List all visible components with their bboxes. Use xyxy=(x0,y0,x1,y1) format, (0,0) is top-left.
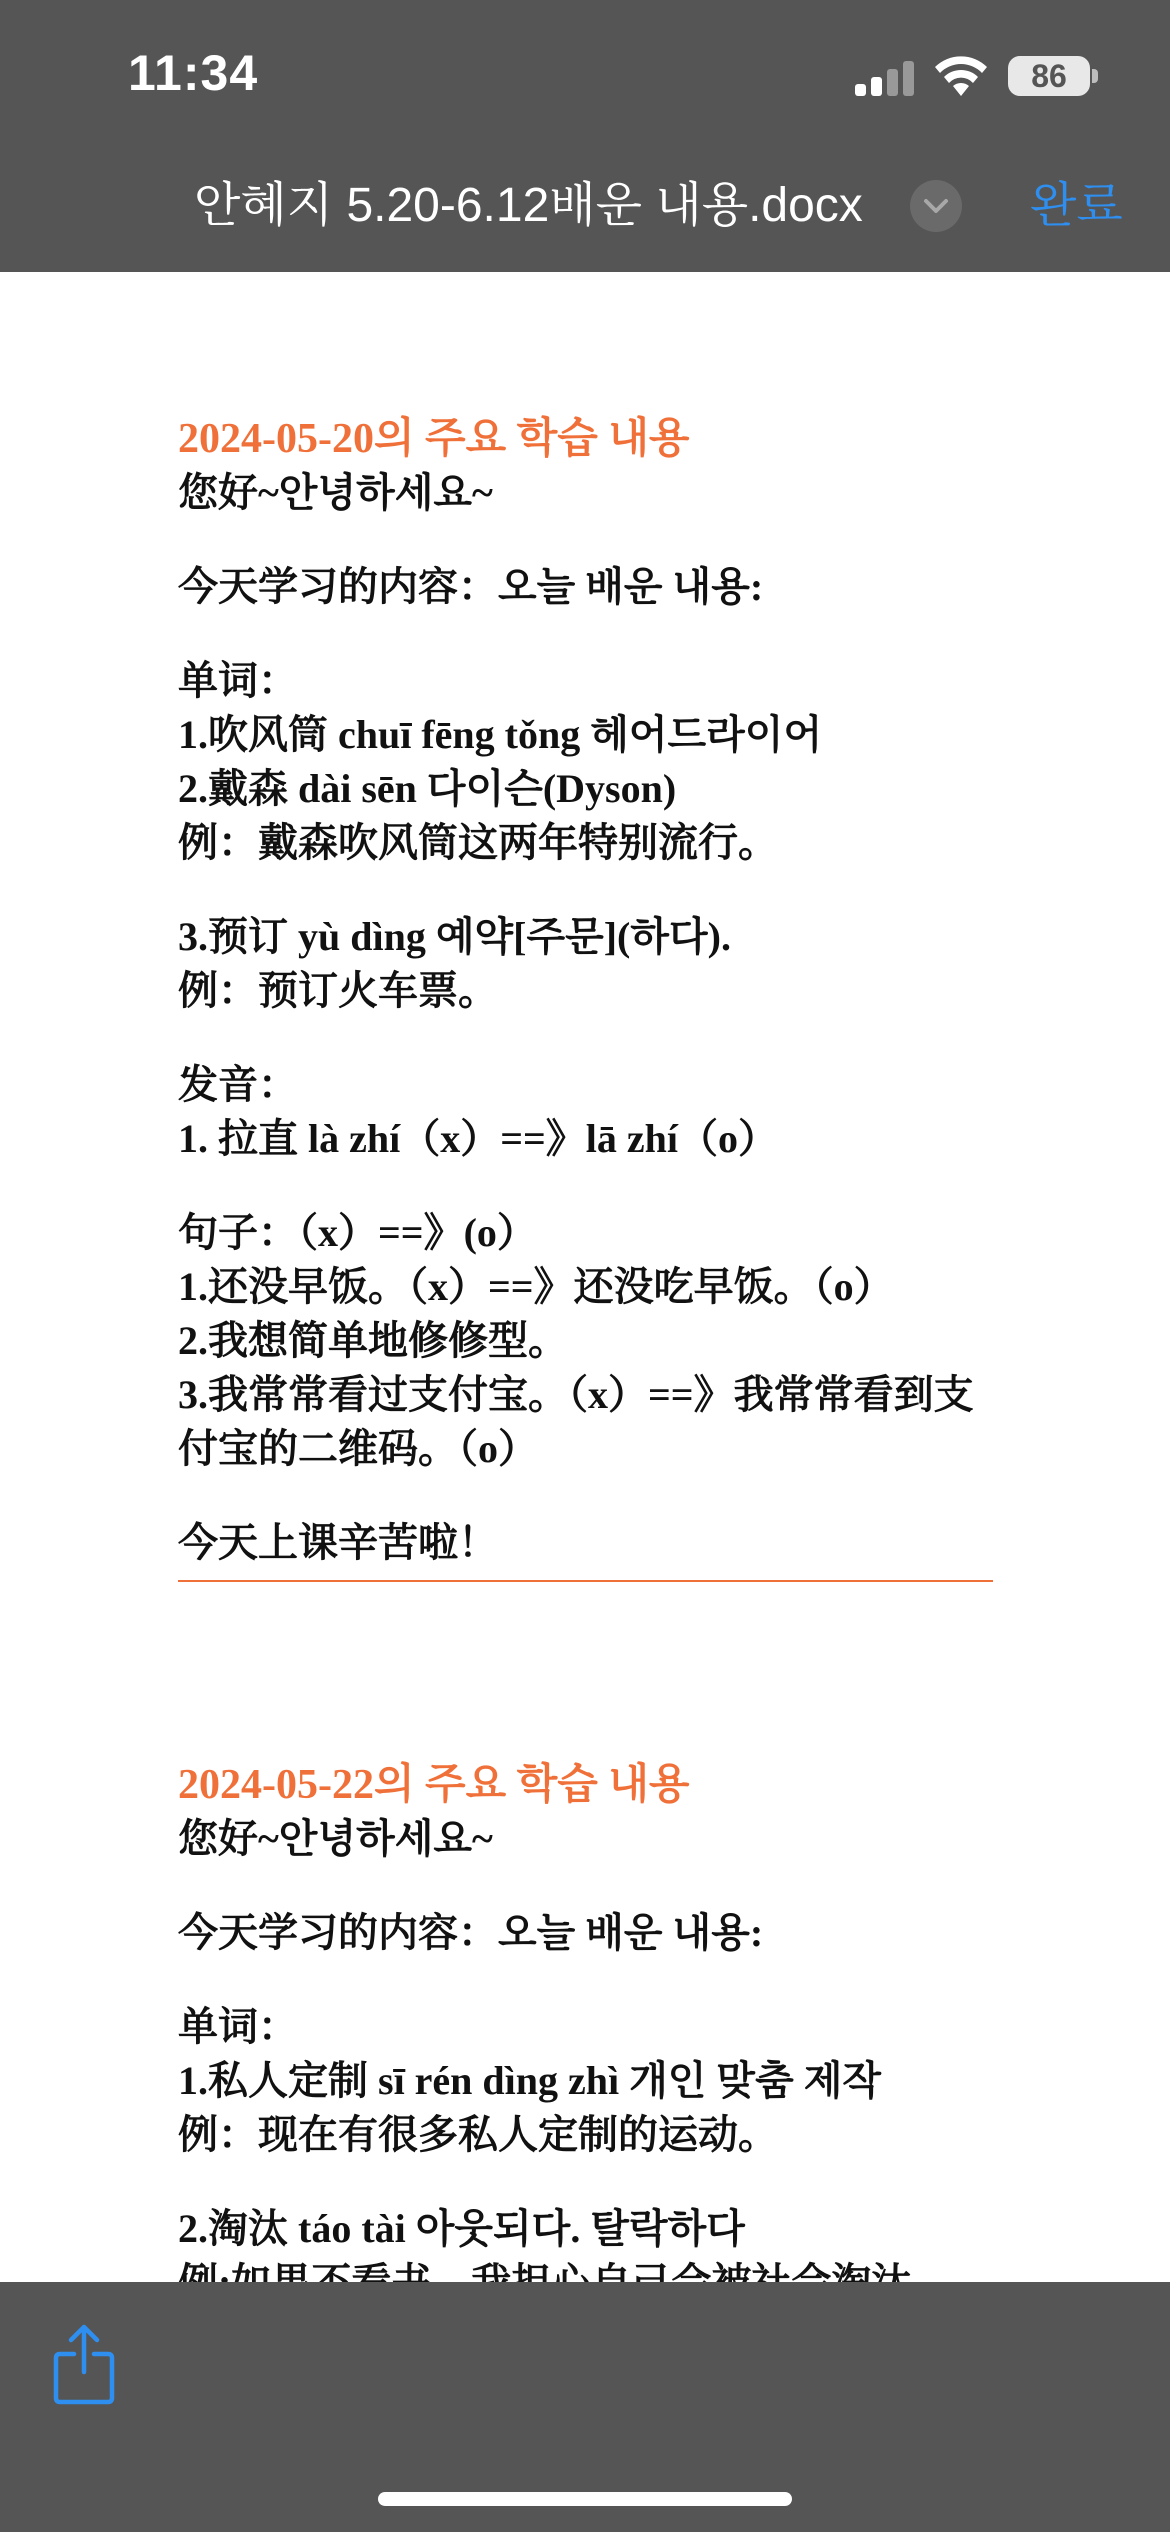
text-line: 今天学习的内容：오늘 배운 내용: xyxy=(178,564,764,609)
home-indicator[interactable] xyxy=(378,2492,792,2506)
status-time: 11:34 xyxy=(128,45,259,101)
document-page[interactable] xyxy=(0,272,1170,2282)
document-content xyxy=(178,412,998,2310)
section-2024-05-20 xyxy=(178,412,998,1582)
text-line: 3.我常常看过支付宝。（x）==》我常常看到支 xyxy=(178,1372,974,1417)
battery-icon: 86 xyxy=(1008,56,1090,96)
text-line: 1.吹风筒 chuī fēng tǒng 헤어드라이어 xyxy=(178,712,823,757)
share-button[interactable] xyxy=(52,2322,116,2406)
text-line: 2.我想简单地修修型。 xyxy=(178,1318,568,1363)
text-line: 今天上课辛苦啦！ xyxy=(178,1520,498,1565)
chevron-down-icon[interactable] xyxy=(910,180,962,232)
done-button[interactable]: 완료 xyxy=(1030,179,1123,232)
text-line: 今天学习的内容：오늘 배운 내용: xyxy=(178,1910,764,1955)
text-line: 您好~안녕하세요~ xyxy=(178,1816,493,1861)
text-line: 句子：（x）==》(o） xyxy=(178,1210,537,1255)
text-line: 单词： xyxy=(178,2004,298,2049)
section-2024-05-22 xyxy=(178,1758,998,2310)
top-bar xyxy=(0,0,1170,272)
text-line: 例：预订火车票。 xyxy=(178,968,498,1013)
text-line: 3.预订 yù dìng 예약[주문](하다). xyxy=(178,914,731,959)
battery-tip xyxy=(1092,69,1098,83)
text-line: 1. 拉直 là zhí（x）==》lā zhí（o） xyxy=(178,1116,779,1161)
text-line: 您好~안녕하세요~ xyxy=(178,470,493,515)
document-title[interactable]: 안혜지 5.20-6.12배운 내용.docx xyxy=(194,179,863,232)
document-title-bar[interactable] xyxy=(0,176,1170,236)
text-line: 1.私人定制 sī rén dìng zhì 개인 맞춤 제작 xyxy=(178,2058,881,2103)
section-heading: 2024-05-20의 주요 학습 내용 xyxy=(178,416,690,462)
text-line: 发音： xyxy=(178,1062,298,1107)
signal-icon xyxy=(855,60,915,96)
bottom-toolbar xyxy=(0,2282,1170,2532)
text-line: 例：现在有很多私人定制的运动。 xyxy=(178,2112,778,2157)
text-line: 2.戴森 dài sēn 다이슨(Dyson) xyxy=(178,766,677,811)
text-line: 1.还没早饭。（x）==》还没吃早饭。（o） xyxy=(178,1264,894,1309)
text-line: 单词： xyxy=(178,658,298,703)
text-line: 例：戴森吹风筒这两年特别流行。 xyxy=(178,820,778,865)
text-line: 2.淘汰 táo tài 아웃되다. 탈락하다 xyxy=(178,2206,745,2251)
text-line: 付宝的二维码。（o） xyxy=(178,1426,538,1471)
share-icon xyxy=(52,2322,116,2406)
section-heading: 2024-05-22의 주요 학습 내용 xyxy=(178,1762,690,1808)
wifi-icon xyxy=(934,52,988,98)
